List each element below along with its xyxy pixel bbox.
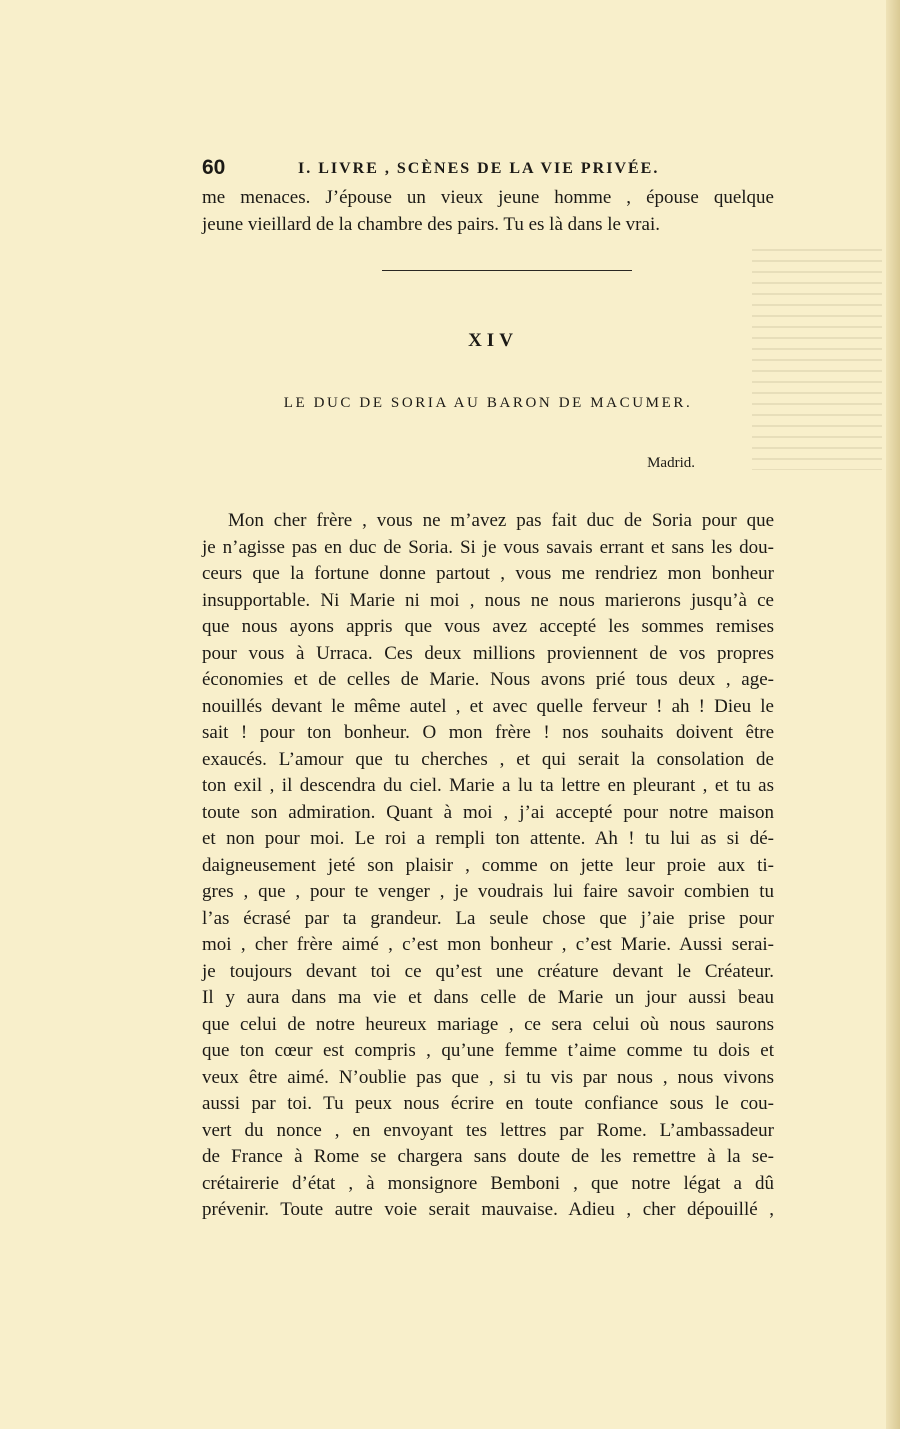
section-divider [382, 270, 632, 271]
bleed-through-shadow [752, 240, 882, 470]
letter-place: Madrid. [647, 455, 695, 471]
text-line: ceurs que la fortune donne partout , vous me rendriez mon bonheur [202, 563, 774, 584]
page-header [202, 156, 692, 186]
text-line: vert du nonce , en envoyant tes lettres par Rome. L’ambassadeur [202, 1120, 774, 1141]
text-line: crétairerie d’état , à monsignore Bemboni , que notre légat a dû [202, 1173, 774, 1194]
text-line: toute son admiration. Quant à moi , j’ai accepté pour notre maison [202, 802, 774, 823]
letter-heading: LE DUC DE SORIA AU BARON DE MACUMER. [283, 395, 693, 411]
text-line: veux être aimé. N’oublie pas que , si tu vis par nous , nous vivons [202, 1067, 774, 1088]
text-line: gres , que , pour te venger , je voudrais lui faire savoir combien tu [202, 881, 774, 902]
text-line: nouillés devant le même autel , et avec quelle ferveur ! ah ! Dieu le [202, 696, 774, 717]
text-line: ton exil , il descendra du ciel. Marie a lu ta lettre en pleurant , et tu as [202, 775, 774, 796]
text-line: Il y aura dans ma vie et dans celle de Marie un jour aussi beau [202, 987, 774, 1008]
text-line: exaucés. L’amour que tu cherches , et qui serait la consolation de [202, 749, 774, 770]
text-line: je toujours devant toi ce qu’est une créature devant le Créateur. [202, 961, 774, 982]
running-head: I. LIVRE , SCÈNES DE LA VIE PRIVÉE. [298, 160, 660, 177]
text-line: l’as écrasé par ta grandeur. La seule chose que j’aie prise pour [202, 908, 774, 929]
text-line: me menaces. J’épouse un vieux jeune homme , épouse quelque [202, 187, 774, 208]
page-edge [886, 0, 900, 1429]
text-line: moi , cher frère aimé , c’est mon bonheur , c’est Marie. Aussi serai- [202, 934, 774, 955]
text-line: je n’agisse pas en duc de Soria. Si je vous savais errant et sans les dou- [202, 537, 774, 558]
text-line: que celui de notre heureux mariage , ce sera celui où nous saurons [202, 1014, 774, 1035]
text-line: pour vous à Urraca. Ces deux millions proviennent de vos propres [202, 643, 774, 664]
text-line: de France à Rome se chargera sans doute de les remettre à la se- [202, 1146, 774, 1167]
chapter-number: XIV [468, 330, 518, 351]
text-line: jeune vieillard de la chambre des pairs. Tu es là dans le vrai. [202, 214, 660, 235]
text-line: que ton cœur est compris , qu’une femme t’aime comme tu dois et [202, 1040, 774, 1061]
text-line: insupportable. Ni Marie ni moi , nous ne nous marierons jusqu’à ce [202, 590, 774, 611]
text-line: Mon cher frère , vous ne m’avez pas fait duc de Soria pour que [228, 510, 774, 531]
text-line: économies et de celles de Marie. Nous avons prié tous deux , age- [202, 669, 774, 690]
text-line: daigneusement jeté son plaisir , comme on jette leur proie aux ti- [202, 855, 774, 876]
text-line: aussi par toi. Tu peux nous écrire en toute confiance sous le cou- [202, 1093, 774, 1114]
text-line: et non pour moi. Le roi a rempli ton attente. Ah ! tu lui as si dé- [202, 828, 774, 849]
text-line: prévenir. Toute autre voie serait mauvaise. Adieu , cher dépouillé , [202, 1199, 774, 1220]
page-number: 60 [202, 156, 226, 179]
text-line: que nous ayons appris que vous avez accepté les sommes remises [202, 616, 774, 637]
text-line: sait ! pour ton bonheur. O mon frère ! nos souhaits doivent être [202, 722, 774, 743]
